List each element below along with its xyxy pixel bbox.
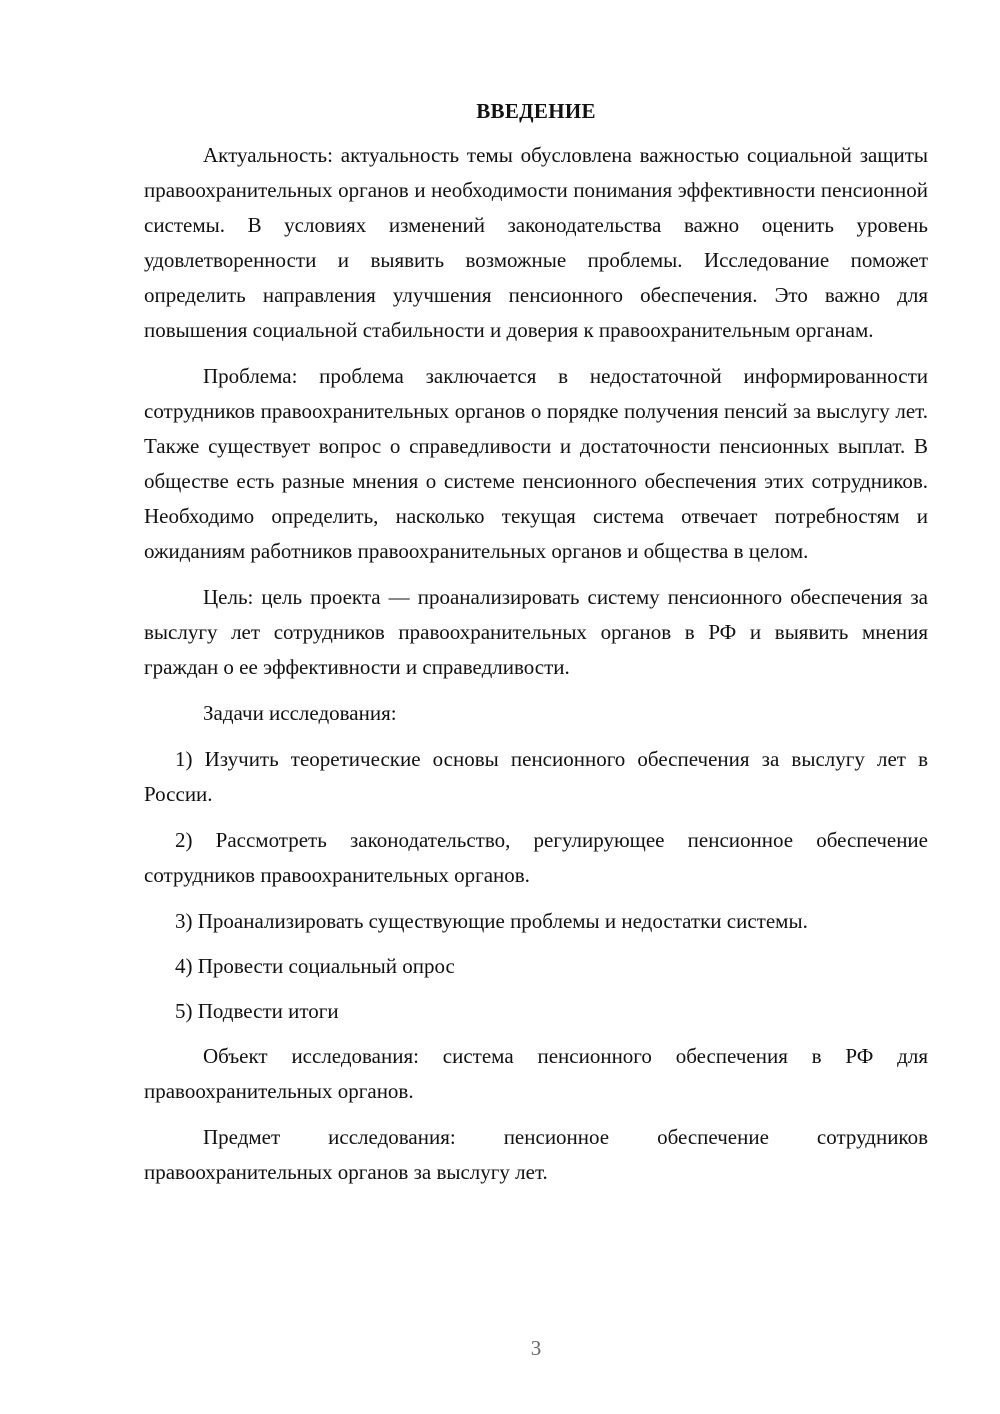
task-item: 3) Проанализировать существующие проблемы и недостатки системы.: [175, 909, 808, 933]
tasks-list: [144, 742, 928, 1029]
task-item: 1) Изучить теоретические основы пенсионного обеспечения за выслугу лет в России.: [144, 747, 928, 806]
task-item: 5) Подвести итоги: [175, 999, 339, 1023]
page-content: [144, 98, 928, 1190]
goal-paragraph: Цель: цель проекта — проанализировать систему пенсионного обеспечения за выслугу лет сотрудников правоохранительных органов в РФ и выявить мнения граждан о ее эффективности и справедливости.: [144, 585, 928, 679]
relevance-paragraph: Актуальность: актуальность темы обусловлена важностью социальной защиты правоохранительных органов и необходимости понимания эффективности пенсионной системы. В условиях изменений законодательства важно оценить уровень удовлетворенности и выявить возможные проблемы. Исследование поможет определить направления улучшения пенсионного обеспечения. Это важно для повышения социальной стабильности и доверия к правоохранительным органам.: [144, 143, 928, 342]
tasks-heading: Задачи исследования:: [203, 701, 397, 725]
task-item: 4) Провести социальный опрос: [175, 954, 455, 978]
subject-paragraph: Предмет исследования: пенсионное обеспечение сотрудников правоохранительных органов за выслугу лет.: [144, 1125, 928, 1184]
task-item: 2) Рассмотреть законодательство, регулирующее пенсионное обеспечение сотрудников правоохранительных органов.: [144, 828, 928, 887]
page-number: 3: [530, 1336, 542, 1360]
section-title: ВВЕДЕНИЕ: [476, 99, 596, 123]
object-paragraph: Объект исследования: система пенсионного обеспечения в РФ для правоохранительных органов.: [144, 1044, 928, 1103]
problem-paragraph: Проблема: проблема заключается в недостаточной информированности сотрудников правоохранительных органов о порядке получения пенсий за выслугу лет. Также существует вопрос о справедливости и достаточности пенсионных выплат. В обществе есть разные мнения о системе пенсионного обеспечения этих сотрудников. Необходимо определить, насколько текущая система отвечает потребностям и ожиданиям работников правоохранительных органов и общества в целом.: [144, 364, 928, 563]
